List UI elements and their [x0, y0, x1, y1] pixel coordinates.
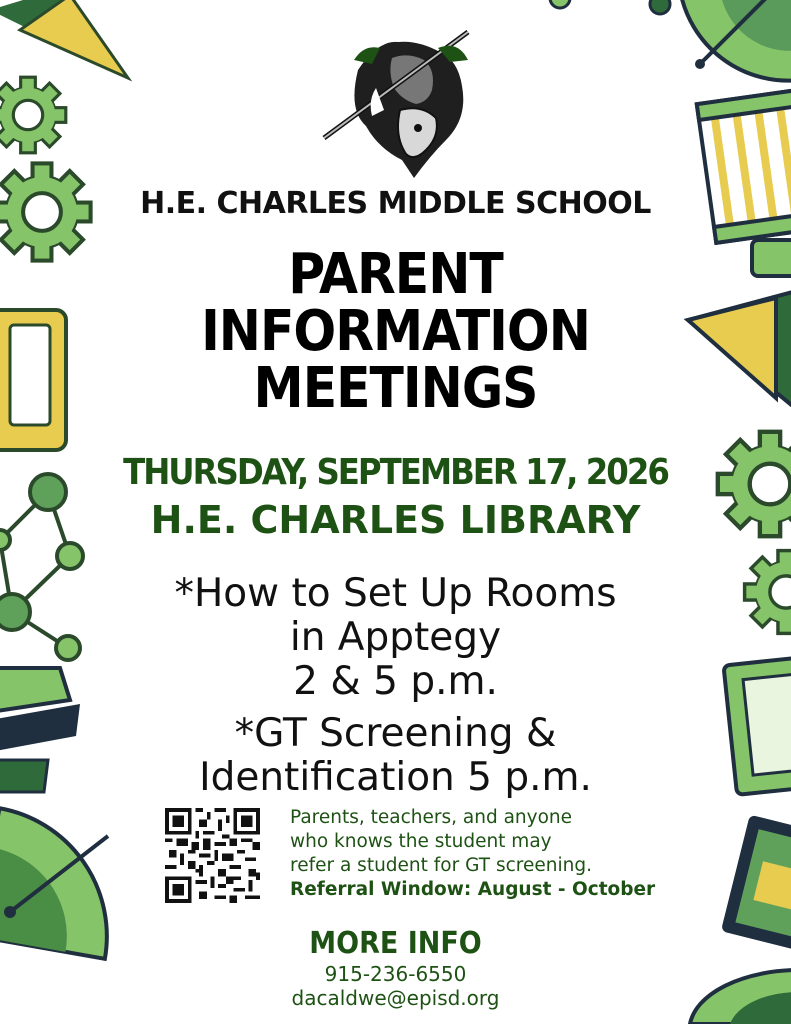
session-apptegy [0, 572, 791, 704]
gt-info-line: refer a student for GT screening. [290, 855, 592, 876]
session-line: Identification 5 p.m. [199, 755, 592, 800]
event-location: H.E. CHARLES LIBRARY [150, 498, 641, 542]
session-line: *How to Set Up Rooms [174, 571, 617, 616]
gear-icon [0, 77, 66, 153]
gt-info-line: who knows the student may [290, 831, 552, 852]
protractor-icon [550, 0, 791, 81]
contact-phone[interactable]: 915-236-6550 [324, 962, 467, 986]
session-line: in Apptegy [289, 615, 502, 660]
knight-mascot-logo [318, 30, 478, 180]
gt-info-line: Parents, teachers, and anyone [290, 807, 572, 828]
headline [0, 242, 791, 421]
contact-email[interactable]: dacaldwe@episd.org [291, 986, 500, 1010]
headline-line-1: PARENT [288, 242, 503, 307]
pencil-tip-icon [0, 0, 128, 78]
gt-referral-info [290, 806, 655, 902]
headline-line-3: MEETINGS [253, 356, 538, 421]
more-info-title: MORE INFO [309, 926, 482, 961]
session-line: *GT Screening & [234, 711, 557, 756]
session-line: 2 & 5 p.m. [293, 659, 498, 704]
event-date: THURSDAY, SEPTEMBER 17, 2026 [123, 452, 668, 493]
headline-line-2: INFORMATION [201, 299, 590, 364]
school-name: H.E. CHARLES MIDDLE SCHOOL [140, 186, 651, 221]
referral-window: Referral Window: August - October [290, 879, 656, 900]
session-gt-screening [0, 712, 791, 800]
qr-code-icon[interactable] [165, 808, 260, 903]
